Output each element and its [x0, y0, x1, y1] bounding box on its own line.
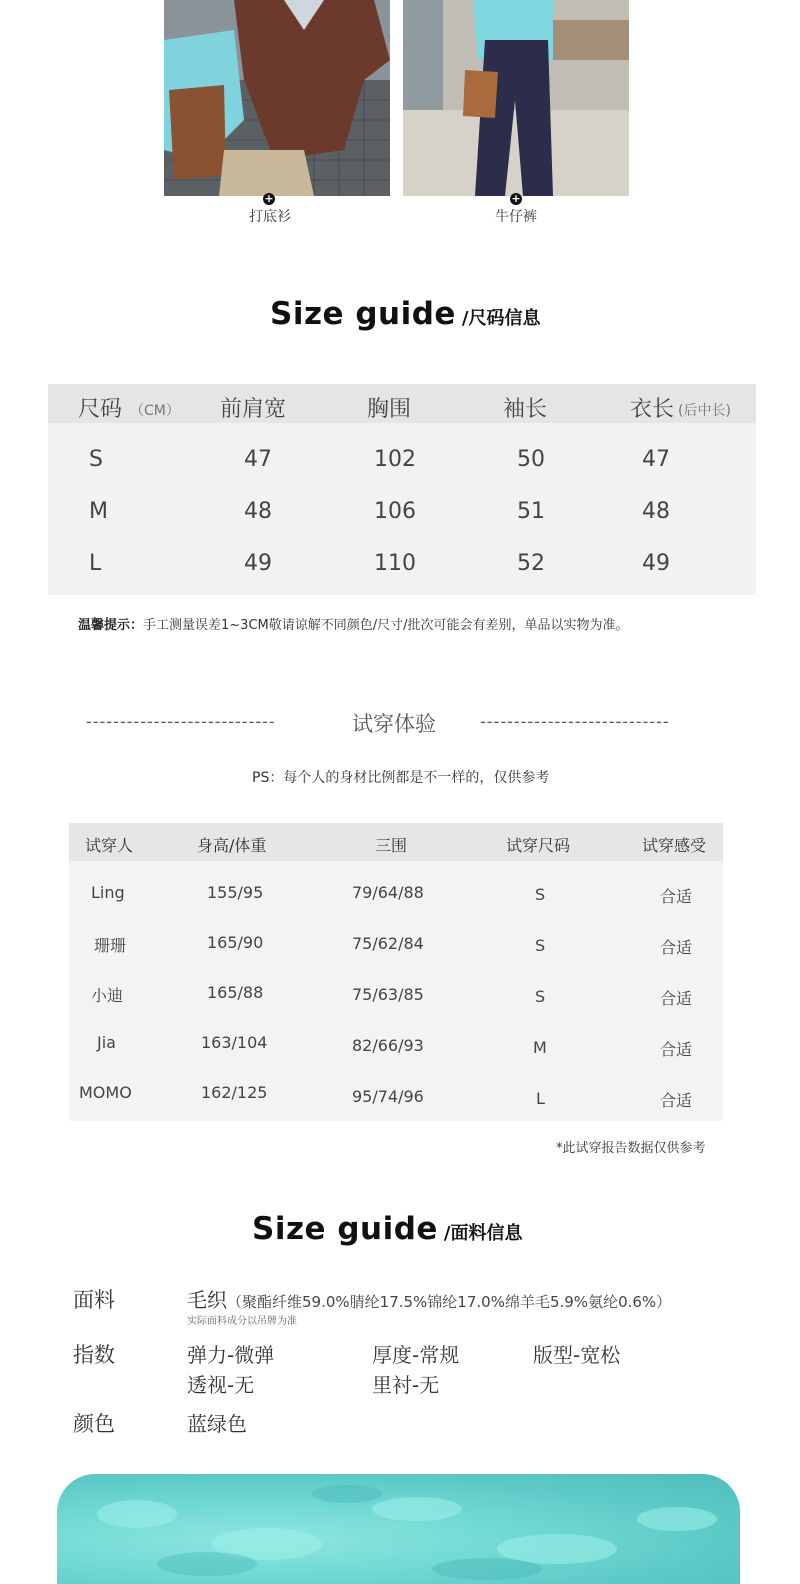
- index-transparency: 透视-无: [187, 1373, 255, 1397]
- fabric-composition: （聚酯纤维59.0%腈纶17.5%锦纶17.0%绵羊毛5.9%氨纶0.6%）: [227, 1293, 672, 1311]
- outfit-photo-bottom: [403, 0, 629, 196]
- header-length: 衣长: [630, 397, 675, 422]
- tryon-feeling: 合适: [660, 1040, 693, 1059]
- size-table-header: [48, 384, 756, 423]
- tryon-measurements: 75/63/85: [352, 985, 424, 1004]
- index-label: 指数: [73, 1343, 115, 1367]
- size-cell: 110: [374, 551, 416, 576]
- tryon-measurements: 75/62/84: [352, 934, 424, 953]
- size-cell: 106: [374, 499, 416, 524]
- size-cell: 51: [517, 499, 545, 524]
- tryon-size: S: [535, 936, 546, 955]
- fabric-guide-title-en: Size guide: [252, 1211, 438, 1247]
- size-guide-title-en: Size guide: [270, 296, 456, 332]
- size-cell: 48: [642, 499, 670, 524]
- size-row-label: L: [89, 551, 102, 576]
- tryon-measurements: 82/66/93: [352, 1036, 424, 1055]
- tryon-feeling: 合适: [660, 887, 693, 906]
- tryon-feeling: 合适: [660, 989, 693, 1008]
- size-cell: 47: [642, 447, 670, 472]
- tryon-feeling: 合适: [660, 1091, 693, 1110]
- header-measurements: 三围: [375, 836, 408, 855]
- header-chest: 胸围: [367, 397, 412, 422]
- header-height-weight: 身高/体重: [197, 836, 267, 855]
- fabric-swatch-texture: [57, 1474, 740, 1584]
- size-table: [48, 384, 756, 595]
- divider-right: ----------------------------: [480, 712, 670, 731]
- tryon-title: 试穿体验: [352, 712, 436, 736]
- tryon-height-weight: 155/95: [207, 883, 264, 902]
- header-size: 尺码: [78, 397, 123, 422]
- plus-icon: +: [264, 192, 274, 205]
- color-label: 颜色: [73, 1412, 115, 1436]
- tryon-size: S: [535, 885, 546, 904]
- tryon-person: 小迪: [91, 986, 124, 1005]
- tryon-report-note: *此试穿报告数据仅供参考: [556, 1141, 706, 1156]
- size-cell: 49: [244, 551, 272, 576]
- fabric-value: [187, 1284, 671, 1313]
- tryon-size: L: [536, 1089, 545, 1108]
- tryon-table-header: [69, 823, 723, 861]
- outfit-item-label: 牛仔裤: [495, 209, 537, 225]
- index-lining: 里衬-无: [372, 1373, 440, 1397]
- header-sleeve: 袖长: [503, 397, 548, 422]
- fabric-main: 毛织: [187, 1288, 227, 1312]
- notice-text: 手工测量误差1~3CM敬请谅解不同颜色/尺寸/批次可能会有差别，单品以实物为准。: [143, 618, 629, 633]
- fabric-label: 面料: [73, 1288, 115, 1312]
- tryon-height-weight: 162/125: [201, 1083, 268, 1102]
- tryon-height-weight: 165/90: [207, 933, 264, 952]
- size-cell: 102: [374, 447, 416, 472]
- tryon-size: M: [533, 1038, 547, 1057]
- tryon-ps-note: PS：每个人的身材比例都是不一样的，仅供参考: [252, 770, 550, 786]
- size-row-label: M: [89, 499, 108, 524]
- size-cell: 50: [517, 447, 545, 472]
- tryon-person: MOMO: [79, 1083, 132, 1102]
- index-elasticity: 弹力-微弹: [187, 1343, 275, 1367]
- tryon-size: S: [535, 987, 546, 1006]
- outfit-photo-top-illustration: [164, 0, 390, 196]
- tryon-feeling: 合适: [660, 938, 693, 957]
- index-fit: 版型-宽松: [533, 1343, 621, 1367]
- divider-left: ----------------------------: [86, 712, 276, 731]
- header-tried-size: 试穿尺码: [506, 836, 571, 855]
- tryon-height-weight: 163/104: [201, 1033, 268, 1052]
- measurement-notice: [78, 614, 629, 633]
- size-row-label: S: [89, 447, 103, 472]
- tryon-person: Ling: [91, 883, 125, 902]
- size-cell: 48: [244, 499, 272, 524]
- size-guide-title: [270, 296, 541, 332]
- fabric-guide-title-cn: /面料信息: [443, 1223, 523, 1244]
- header-length-note: (后中长): [678, 403, 731, 419]
- tryon-table: [69, 823, 723, 1121]
- outfit-photo-top: [164, 0, 390, 196]
- index-thickness: 厚度-常规: [372, 1343, 460, 1367]
- header-person: 试穿人: [85, 836, 134, 855]
- header-unit: （CM）: [130, 403, 180, 419]
- tryon-person: Jia: [97, 1033, 116, 1052]
- outfit-photo-bottom-illustration: [403, 0, 629, 196]
- tryon-height-weight: 165/88: [207, 983, 264, 1002]
- fabric-guide-title: [252, 1211, 523, 1247]
- size-cell: 49: [642, 551, 670, 576]
- size-guide-title-cn: /尺码信息: [461, 308, 541, 329]
- tryon-measurements: 95/74/96: [352, 1087, 424, 1106]
- header-shoulder: 前肩宽: [220, 397, 287, 422]
- header-feeling: 试穿感受: [642, 836, 707, 855]
- tryon-measurements: 79/64/88: [352, 883, 424, 902]
- fabric-swatch-image: [57, 1474, 740, 1584]
- color-value: 蓝绿色: [187, 1412, 247, 1436]
- size-cell: 52: [517, 551, 545, 576]
- notice-label: 温馨提示：: [78, 618, 144, 633]
- outfit-item-label: 打底衫: [249, 209, 291, 225]
- tryon-person: 珊珊: [94, 936, 127, 955]
- plus-icon: +: [511, 192, 521, 205]
- size-cell: 47: [244, 447, 272, 472]
- fabric-note: 实际面料成分以吊牌为准: [187, 1316, 297, 1327]
